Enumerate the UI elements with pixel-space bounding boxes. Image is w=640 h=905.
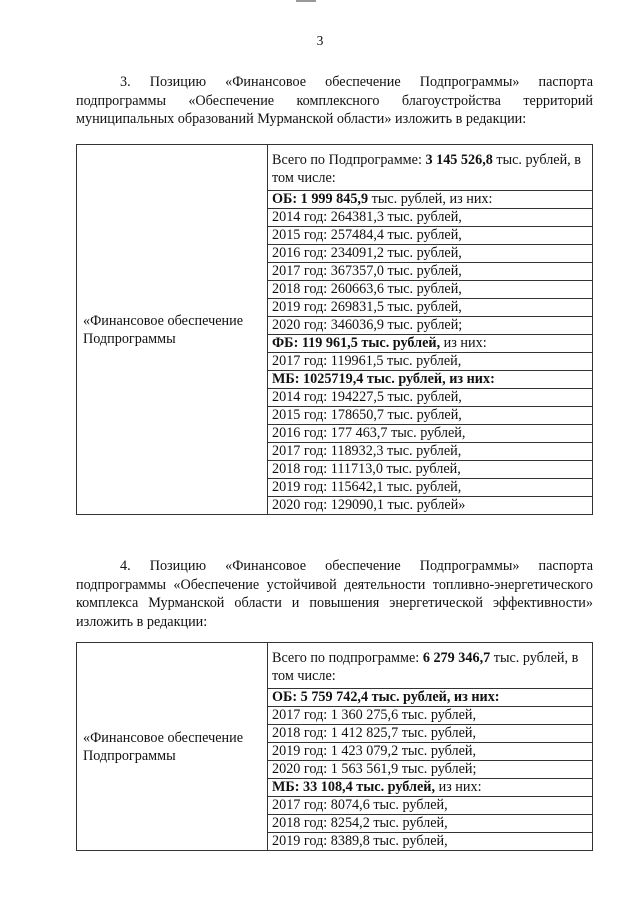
table-row: 2016 год: 177 463,7 тыс. рублей,	[268, 425, 593, 443]
table-row: 2019 год: 269831,5 тыс. рублей,	[268, 299, 593, 317]
table-row: 2018 год: 1 412 825,7 тыс. рублей,	[268, 725, 593, 743]
section-3-total-value: 3 145 526,8	[425, 152, 493, 168]
table-row: 2014 год: 264381,3 тыс. рублей,	[268, 209, 593, 227]
section-3-text: 3. Позицию «Финансовое обеспечение Подпрограммы» паспорта подпрограммы «Обеспечение комплексного благоустройства территорий муниципальных образований Мурманской области» изложить в редакции:	[76, 74, 593, 127]
table-row: 2020 год: 129090,1 тыс. рублей»	[268, 497, 593, 515]
section-3-finance-table	[76, 144, 593, 515]
section-4-ob-header: ОБ: 5 759 742,4 тыс. рублей, из них:	[268, 689, 593, 707]
table-row: 2019 год: 1 423 079,2 тыс. рублей,	[268, 743, 593, 761]
section-3-fb-header: ФБ: 119 961,5 тыс. рублей, из них:	[268, 335, 593, 353]
section-4-paragraph	[76, 557, 593, 631]
section-3-total: Всего по Подпрограмме: 3 145 526,8 тыс. рублей, в том числе:	[268, 145, 593, 191]
page-number: 3	[316, 33, 324, 48]
table-row: 2019 год: 8389,8 тыс. рублей,	[268, 833, 593, 851]
section-4-text: 4. Позицию «Финансовое обеспечение Подпрограммы» паспорта подпрограммы «Обеспечение устойчивой деятельности топливно-энергетического комплекса Мурманской области и повышения энергетической эффективности» изложить в редакции:	[76, 558, 593, 630]
table-row: 2018 год: 260663,6 тыс. рублей,	[268, 281, 593, 299]
table-row: 2014 год: 194227,5 тыс. рублей,	[268, 389, 593, 407]
page-top-mark	[296, 0, 316, 2]
table-row: 2017 год: 8074,6 тыс. рублей,	[268, 797, 593, 815]
table-row: 2017 год: 119961,5 тыс. рублей,	[268, 353, 593, 371]
table-row: 2015 год: 178650,7 тыс. рублей,	[268, 407, 593, 425]
table-row: 2017 год: 118932,3 тыс. рублей,	[268, 443, 593, 461]
section-4-label: «Финансовое обеспечение Подпрограммы	[77, 643, 268, 851]
table-row: 2016 год: 234091,2 тыс. рублей,	[268, 245, 593, 263]
section-3-mb-header: МБ: 1025719,4 тыс. рублей, из них:	[268, 371, 593, 389]
section-3-paragraph	[76, 73, 593, 129]
table-row: 2020 год: 346036,9 тыс. рублей;	[268, 317, 593, 335]
section-4-total: Всего по подпрограмме: 6 279 346,7 тыс. рублей, в том числе:	[268, 643, 593, 689]
table-row: 2018 год: 8254,2 тыс. рублей,	[268, 815, 593, 833]
table-row: 2018 год: 111713,0 тыс. рублей,	[268, 461, 593, 479]
section-4-mb-header: МБ: 33 108,4 тыс. рублей, из них:	[268, 779, 593, 797]
section-3-ob-header: ОБ: 1 999 845,9 тыс. рублей, из них:	[268, 191, 593, 209]
section-4-total-value: 6 279 346,7	[422, 650, 491, 666]
table-row: 2017 год: 1 360 275,6 тыс. рублей,	[268, 707, 593, 725]
table-row: 2020 год: 1 563 561,9 тыс. рублей;	[268, 761, 593, 779]
section-4-finance-table	[76, 642, 593, 851]
table-row: 2015 год: 257484,4 тыс. рублей,	[268, 227, 593, 245]
table-row: 2019 год: 115642,1 тыс. рублей,	[268, 479, 593, 497]
section-3-label: «Финансовое обеспечение Подпрограммы	[77, 145, 268, 515]
table-row: 2017 год: 367357,0 тыс. рублей,	[268, 263, 593, 281]
